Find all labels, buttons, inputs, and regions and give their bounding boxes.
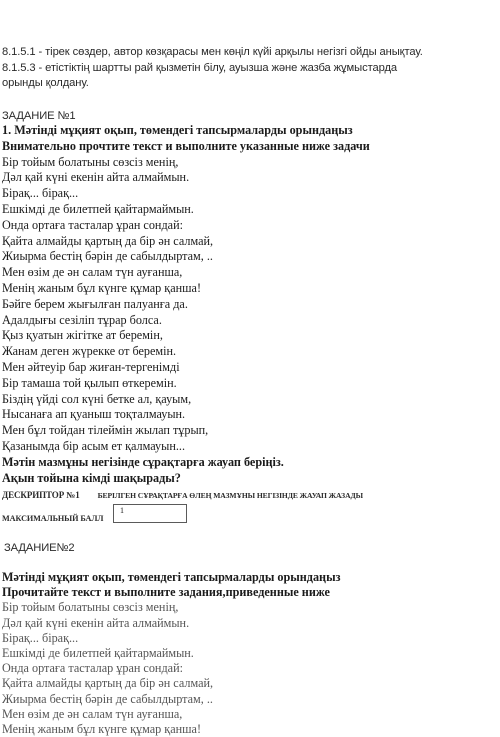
poem-line: Мен өзім де ән салам түн ауғанша,: [2, 706, 183, 721]
poem-line: Адалдығы сезіліп тұрар болса.: [2, 312, 162, 327]
objectives: [2, 45, 498, 92]
task2-body: [2, 570, 498, 737]
max-score-label: МАКСИМАЛЬНЫЙ БАЛЛ: [2, 514, 104, 523]
poem-line: Бірақ... бірақ...: [2, 630, 79, 645]
task1-poem: [2, 155, 498, 455]
objective-line: 8.1.5.3 - етістіктің шартты рай қызметін білу, ауызша және жазба жұмыстарда: [2, 61, 398, 74]
poem-line: Қазанымда бір асым ет қалмауын...: [2, 438, 186, 453]
poem-line: Ешкімді де билетпей қайтармаймын.: [2, 201, 194, 216]
task1-instruction-kz: 1. Мәтінді мұқият оқып, төмендегі тапсырмаларды орындаңыз: [2, 123, 353, 137]
descriptor-text: БЕРІЛГЕН СҰРАҚТАРҒА ӨЛЕҢ МАЗМҰНЫ НЕГІЗІНДЕ ЖАУАП ЖАЗАДЫ: [97, 491, 363, 500]
poem-line: Жиырма бестің бәрін де сабылдыртам, ..: [2, 691, 213, 706]
task2-instruction-kz: Мәтінді мұқият оқып, төмендегі тапсырмаларды орындаңыз: [2, 570, 341, 584]
poem-line: Менің жаным бұл күнге құмар қанша!: [2, 722, 202, 737]
task2-heading: ЗАДАНИЕ№2: [4, 542, 75, 554]
task1-body: [2, 123, 498, 486]
task2-poem: [2, 600, 498, 737]
poem-line: Ешкімді де билетпей қайтармаймын.: [2, 646, 194, 661]
poem-line: Жанам деген жүрекке от беремін.: [2, 344, 177, 359]
poem-line: Қыз қуатын жігітке ат беремін,: [2, 328, 163, 343]
max-score-field[interactable]: [113, 504, 187, 523]
poem-line: Дәл қай күні екенін айта алмаймын.: [2, 615, 190, 630]
poem-line: Бір тамаша той қылып өткеремін.: [2, 375, 177, 390]
poem-line: Менің жаным бұл күнге құмар қанша!: [2, 280, 202, 295]
poem-line: Дәл қай күні екенін айта алмаймын.: [2, 170, 190, 185]
poem-line: Қайта алмайды қартың да бір ән салмай,: [2, 233, 214, 248]
task2-instruction-ru: Прочитайте текст и выполните задания,приведенные ниже: [2, 585, 330, 600]
poem-line: Бір тойым болатыны сөзсіз менің,: [2, 600, 179, 615]
poem-line: Мен өзім де ән салам түн ауғанша,: [2, 265, 183, 280]
objective-line: орынды қолдану.: [2, 77, 89, 90]
poem-line: Онда ортаға тасталар ұран сондай:: [2, 661, 183, 676]
poem-line: Біздің үйді сол күні бетке ал, қауым,: [2, 391, 192, 406]
objective-line: 8.1.5.1 - тірек сөздер, автор көзқарасы мен көңіл күйі арқылы негізгі ойды анықтау.: [2, 46, 423, 58]
poem-line: Бірақ... бірақ...: [2, 186, 79, 201]
poem-line: Қайта алмайды қартың да бір ән салмай,: [2, 676, 214, 691]
poem-line: Онда ортаға тасталар ұран сондай:: [2, 217, 183, 232]
task1-question: Ақын тойына кімді шақырады?: [2, 470, 181, 485]
descriptor-label: ДЕСКРИПТОР №1: [2, 490, 80, 500]
poem-line: Бәйге берем жығылған палуанға да.: [2, 296, 188, 311]
poem-line: Бір тойым болатыны сөзсіз менің,: [2, 154, 179, 169]
poem-line: Жиырма бестің бәрін де сабылдыртам, ..: [2, 249, 213, 264]
poem-line: Нысанаға ап қуаныш тоқталмауын.: [2, 407, 186, 422]
poem-line: Мен әйтеуір бар жиған-тергенімді: [2, 359, 180, 374]
descriptor-line: [2, 488, 363, 502]
max-score-value: 1: [120, 506, 124, 515]
poem-line: Мен бұл тойдан тілеймін жылап тұрып,: [2, 423, 209, 438]
task1-instruction-ru: Внимательно прочтите текст и выполните указанные ниже задачи: [2, 138, 370, 153]
task1-heading: ЗАДАНИЕ №1: [2, 110, 76, 122]
task1-question-intro: Мәтін мазмұны негізінде сұрақтарға жауап беріңіз.: [2, 454, 284, 469]
